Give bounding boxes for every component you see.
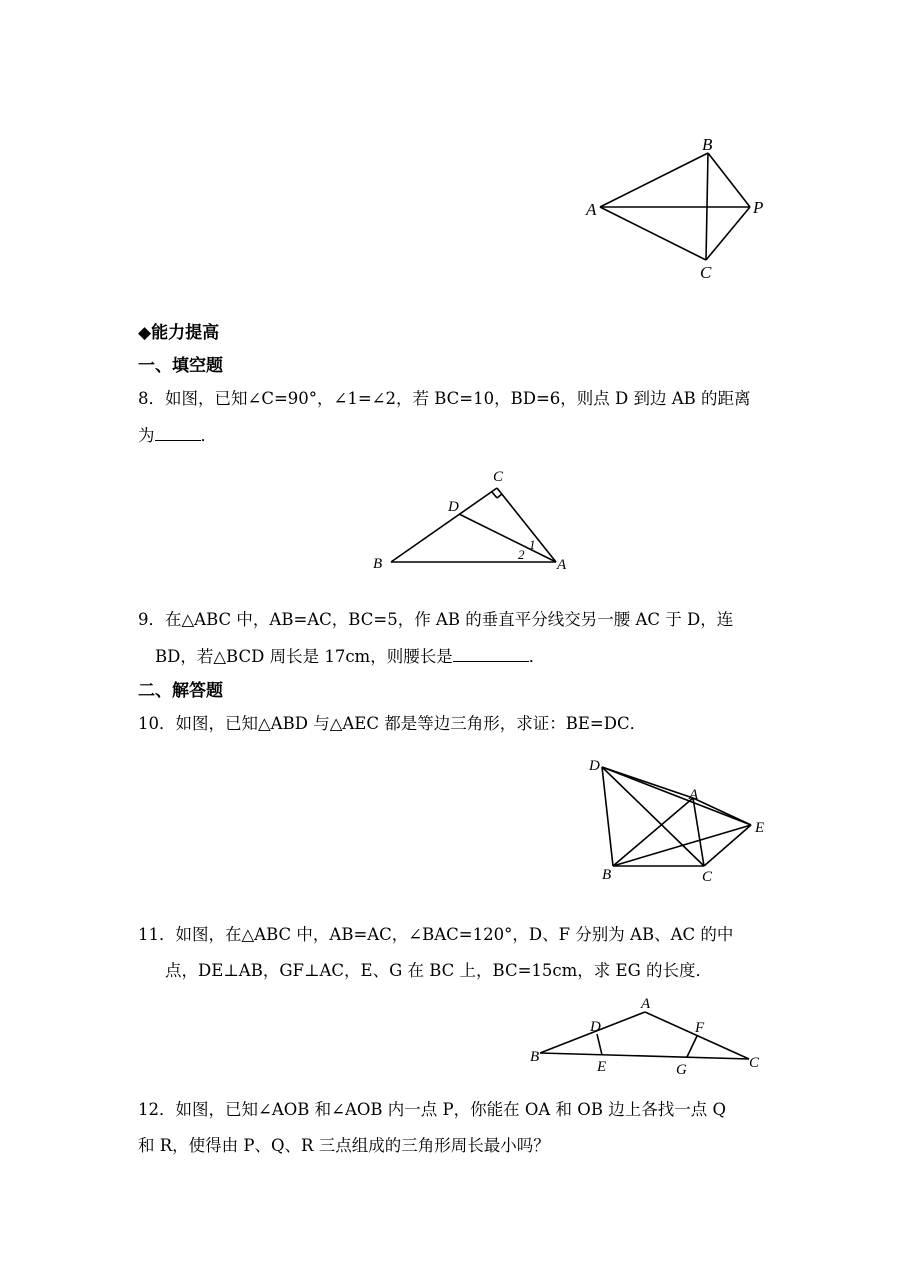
q9-answer-blank	[453, 645, 529, 662]
q8-line2-prefix: 为	[138, 426, 155, 445]
label-c: C	[700, 263, 712, 282]
segment-db	[602, 767, 613, 866]
label-c: C	[702, 869, 713, 885]
segment-da	[459, 514, 556, 562]
figure-top-svg	[580, 130, 780, 290]
q9-line2	[155, 645, 545, 668]
segment-ae	[693, 798, 751, 825]
segment-ab	[600, 153, 708, 207]
segment-ab	[613, 798, 693, 866]
label-p: P	[753, 198, 764, 217]
label-angle-2: 2	[518, 547, 525, 562]
q8-answer-blank	[155, 424, 201, 441]
q12-line1: 12．如图，已知∠AOB 和∠AOB 内一点 P，你能在 OA 和 OB 边上各找一点 Q	[138, 1100, 726, 1119]
part1-title: 一、填空题	[138, 356, 223, 376]
figure-q8	[370, 465, 580, 580]
figure-q8-svg	[370, 465, 580, 580]
label-a: A	[641, 996, 651, 1012]
segment-bc	[706, 153, 708, 260]
label-d: D	[448, 499, 459, 515]
label-a: A	[586, 200, 597, 219]
segment-bc	[540, 1053, 749, 1059]
label-b: B	[602, 867, 612, 883]
q9-line2-prefix: BD，若△BCD 周长是 17cm，则腰长是	[155, 647, 453, 666]
q11-line2: 点，DE⊥AB，GF⊥AC，E、G 在 BC 上，BC=15cm，求 EG 的长度．	[165, 961, 713, 980]
figure-q11-svg	[525, 992, 770, 1082]
segment-be	[613, 825, 751, 866]
label-c: C	[749, 1055, 760, 1071]
label-b: B	[373, 556, 383, 572]
q9-line1: 9．在△ABC 中，AB=AC，BC=5，作 AB 的垂直平分线交另一腰 AC 于 D，连	[138, 610, 734, 629]
q11-line1: 11．如图，在△ABC 中，AB=AC，∠BAC=120°，D、F 分别为 AB、AC 的中	[138, 925, 734, 944]
segment-fg	[687, 1036, 697, 1057]
label-e: E	[597, 1059, 607, 1075]
figure-q10	[585, 755, 775, 890]
figure-q11	[525, 992, 770, 1082]
label-a: A	[557, 557, 567, 573]
segment-bp	[708, 153, 750, 207]
label-c: C	[493, 469, 504, 485]
label-f: F	[695, 1020, 705, 1036]
label-g: G	[676, 1062, 687, 1078]
q8-line2	[138, 424, 217, 447]
figure-q10-svg	[585, 755, 775, 890]
segment-cp	[706, 207, 750, 260]
segment-dc	[602, 767, 704, 866]
figure-top	[580, 130, 780, 290]
segment-de	[602, 767, 751, 825]
label-angle-1: 1	[529, 537, 536, 552]
right-angle-mark-2	[497, 494, 502, 498]
label-e: E	[755, 820, 765, 836]
segment-de	[597, 1034, 602, 1055]
label-d: D	[590, 1019, 601, 1035]
segment-ac	[600, 207, 706, 260]
part2-title: 二、解答题	[138, 681, 223, 701]
label-d: D	[589, 758, 600, 774]
q8-line2-suffix: ．	[200, 426, 217, 445]
q9-line2-suffix: ．	[528, 647, 546, 666]
q12-line2: 和 R，使得由 P、Q、R 三点组成的三角形周长最小吗？	[138, 1136, 550, 1155]
label-a: A	[689, 787, 699, 803]
label-b: B	[530, 1049, 540, 1065]
right-angle-mark-1	[492, 492, 497, 498]
segment-ac	[693, 798, 704, 866]
section-title: ◆能力提高	[138, 323, 220, 343]
q10-line1: 10．如图，已知△ABD 与△AEC 都是等边三角形，求证：BE=DC．	[138, 714, 647, 733]
segment-ca	[497, 488, 556, 562]
q8-line1: 8．如图，已知∠C=90°，∠1=∠2，若 BC=10，BD=6，则点 D 到边 AB 的距离	[138, 389, 751, 408]
label-b: B	[702, 135, 713, 154]
